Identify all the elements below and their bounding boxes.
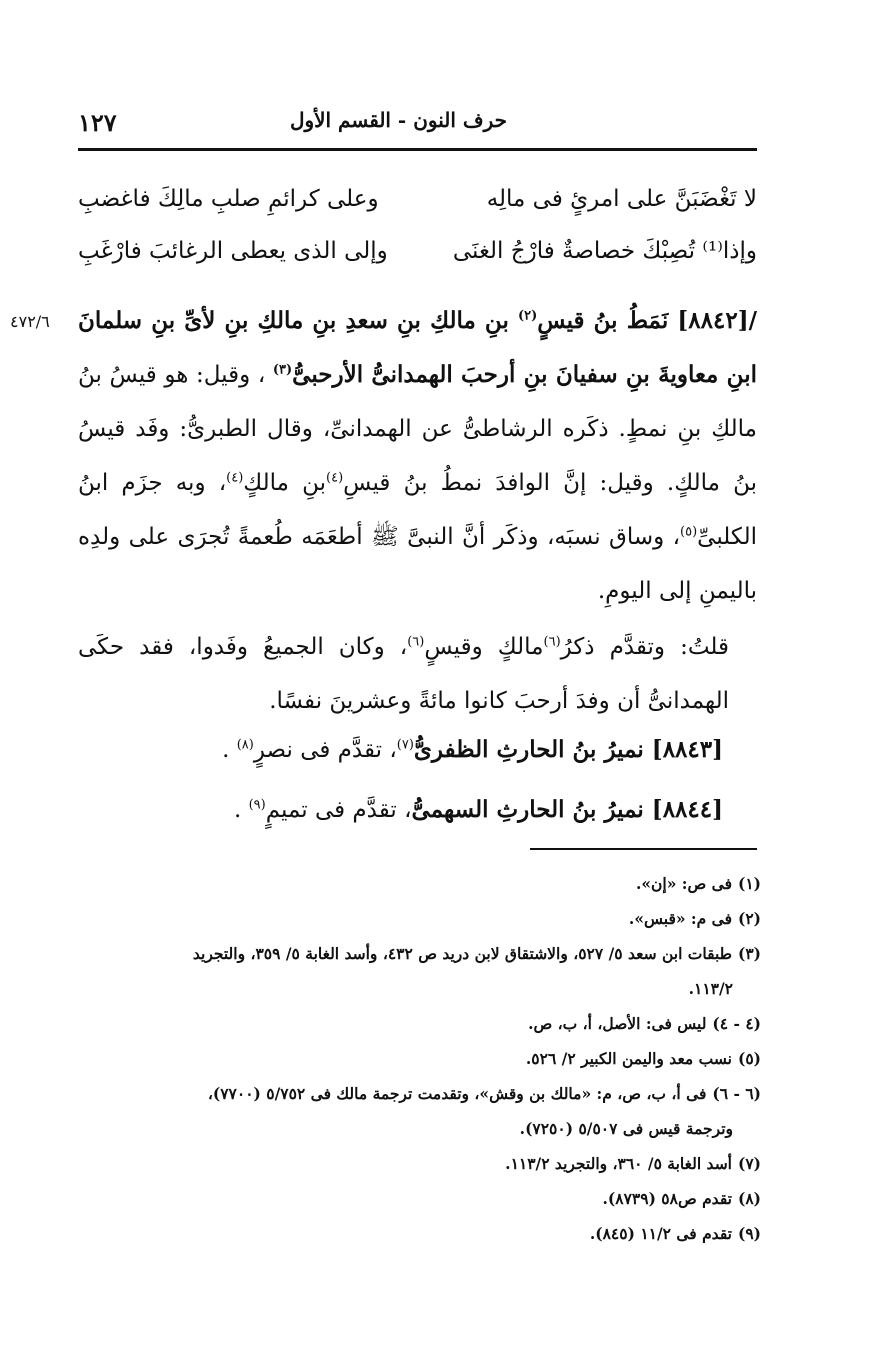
entry-text: ، تقدَّم فى تميمٍ [265, 797, 412, 823]
entry-lineage: بنِ مالكِ بنِ سعدِ بنِ مالكِ بنِ لأىِّ بنِ سلمانَ ابنِ معاويةَ بنِ سفيانَ بنِ أرحبَ الهمدانىُّ الأرحبىُّ [78, 307, 757, 388]
entry-8844 [234, 796, 723, 823]
footnote-continuation: وترجمة قيس فى ٥/٥٠٧ (٧٢٥٠). [519, 1119, 733, 1138]
footnote [78, 1041, 761, 1076]
verse-second-hemistich: وإلى الذى يعطى الرغائبَ فارْغَبِ [78, 238, 388, 264]
page-number: ١٢٧ [78, 108, 117, 137]
poem-verse [78, 186, 757, 238]
entry-8842 [78, 294, 757, 618]
footnote-ref: (٥) [680, 524, 698, 540]
footnote [78, 1006, 761, 1041]
footnote-number: (٦ - ٦) [712, 1084, 761, 1103]
verse-first-hemistich: لا تَغْضَبَنَّ على امرئٍ فى مالِه [486, 186, 757, 212]
footnote-text: طبقات ابن سعد ٥/ ٥٢٧، والاشتقاق لابن دريد ص ٤٣٢، وأسد الغابة ٥/ ٣٥٩، والتجريد [192, 944, 732, 963]
page-header [78, 108, 757, 148]
entry-text: ، تقدَّم فى نصرٍ [253, 737, 397, 763]
footnote [78, 1216, 761, 1251]
entry-8843 [222, 736, 723, 763]
poem-verse [78, 238, 757, 290]
entry-end: . [222, 737, 230, 763]
footnote-continuation: ١١٣/٢. [688, 979, 733, 998]
footnote-text: أسد الغابة ٥/ ٣٦٠، والتجريد ١١٣/٢. [505, 1154, 732, 1173]
entry-heading: [٨٨٤٤] نميرُ بنُ الحارثِ السهمىُّ [411, 796, 723, 823]
footnote-number: (٥) [737, 1049, 761, 1068]
footnote-text: فى أ، ب، ص، م: «مالك بن وقش»، وتقدمت ترجمة مالك فى ٥/٧٥٢ (٧٧٠٠)، [207, 1084, 707, 1103]
footnote-ref: (٦) [407, 634, 425, 650]
entry-text: بنِ مالكٍ [243, 470, 327, 496]
margin-reference: ٤٧٢/٦ [10, 312, 50, 331]
footnote [78, 1181, 761, 1216]
footnote-number: (٨) [737, 1189, 761, 1208]
footnote-ref: (٦) [543, 634, 561, 650]
footnote [78, 1146, 761, 1181]
entry-text: ، وساق نسبَه، وذكَر أنَّ النبىَّ ﷺ أطعَمَه طُعمةً تُجرَى على ولدِه باليمنِ إلى اليومِ. [78, 524, 757, 604]
footnote-text: تقدم فى ١١/٢ (٨٤٥). [589, 1224, 732, 1243]
qult-paragraph [78, 620, 757, 728]
footnote [78, 901, 761, 936]
commentary-text: ، وكان الجميعُ وفَدوا، فقد حكَى الهمدانىُّ أن وفدَ أرحبَ كانوا مائةً وعشرينَ نفسًا. [78, 634, 729, 714]
footnote-ref: (٨) [236, 737, 254, 753]
footnote-ref: (٢) [517, 308, 538, 324]
entry-text: ، وبه جزَم ابنُ الكلبىِّ [78, 470, 757, 550]
footnote-text: ليس فى: الأصل، أ، ب، ص. [528, 1014, 707, 1033]
footnote-number: (٤ - ٤) [712, 1014, 761, 1033]
running-title: حرف النون - القسم الأول [289, 108, 507, 132]
footnote-text: تقدم ص٥٨ (٨٧٣٩). [602, 1189, 732, 1208]
entry-end: . [233, 797, 242, 823]
commentary-text: قلتُ: وتقدَّم ذكرُ [560, 634, 730, 660]
footnote-ref: (٤) [326, 470, 344, 486]
footnote-number: (٣) [737, 944, 761, 963]
poem [78, 186, 757, 290]
footnote [78, 866, 761, 901]
footnote-ref: (٣) [272, 362, 293, 378]
entry-heading: [٨٨٤٣] نميرُ بنُ الحارثِ الظفرىُّ [413, 736, 723, 763]
footnote [78, 936, 761, 1006]
footnote-rule [530, 848, 757, 850]
commentary-paragraph [78, 620, 757, 728]
footnote-text: فى م: «قبس». [628, 909, 732, 928]
footnote-number: (٩) [737, 1224, 761, 1243]
footnote-text: نسب معد واليمن الكبير ٢/ ٥٢٦. [525, 1049, 732, 1068]
footnote-text: فى ص: «إن». [635, 874, 732, 893]
verse-first-hemistich: وإذا⁽¹⁾ تُصِبْكَ خصاصةٌ فارْجُ الغنَى [452, 238, 757, 264]
footnote-ref: (٧) [396, 737, 414, 753]
footnote-number: (٧) [737, 1154, 761, 1173]
footnotes [78, 866, 761, 1251]
footnote-ref: (٤) [226, 470, 244, 486]
footnote [78, 1076, 761, 1146]
header-rule [78, 148, 757, 151]
footnote-ref: (٩) [248, 797, 266, 813]
entry-paragraph [78, 294, 757, 618]
footnote-number: (٢) [737, 909, 761, 928]
footnote-number: (١) [737, 874, 761, 893]
entry-text: ، وقيل: هو قيسُ بنُ مالكِ بنِ نمطٍ. ذكَره الرشاطىُّ عن الهمدانىِّ، وقال الطبرىُّ: وفَد قيسُ بنُ مالكٍ. وقيل: إنَّ الوافدَ نمطُ بنُ قيسِ [78, 362, 757, 496]
commentary-text: مالكٍ وقيسٍ [424, 634, 544, 660]
verse-second-hemistich: وعلى كرائمِ صلبِ مالِكَ فاغضبِ [78, 186, 379, 212]
entry-number: /[٨٨٤٢] نَمَطُ بنُ قيسٍ [537, 307, 757, 334]
